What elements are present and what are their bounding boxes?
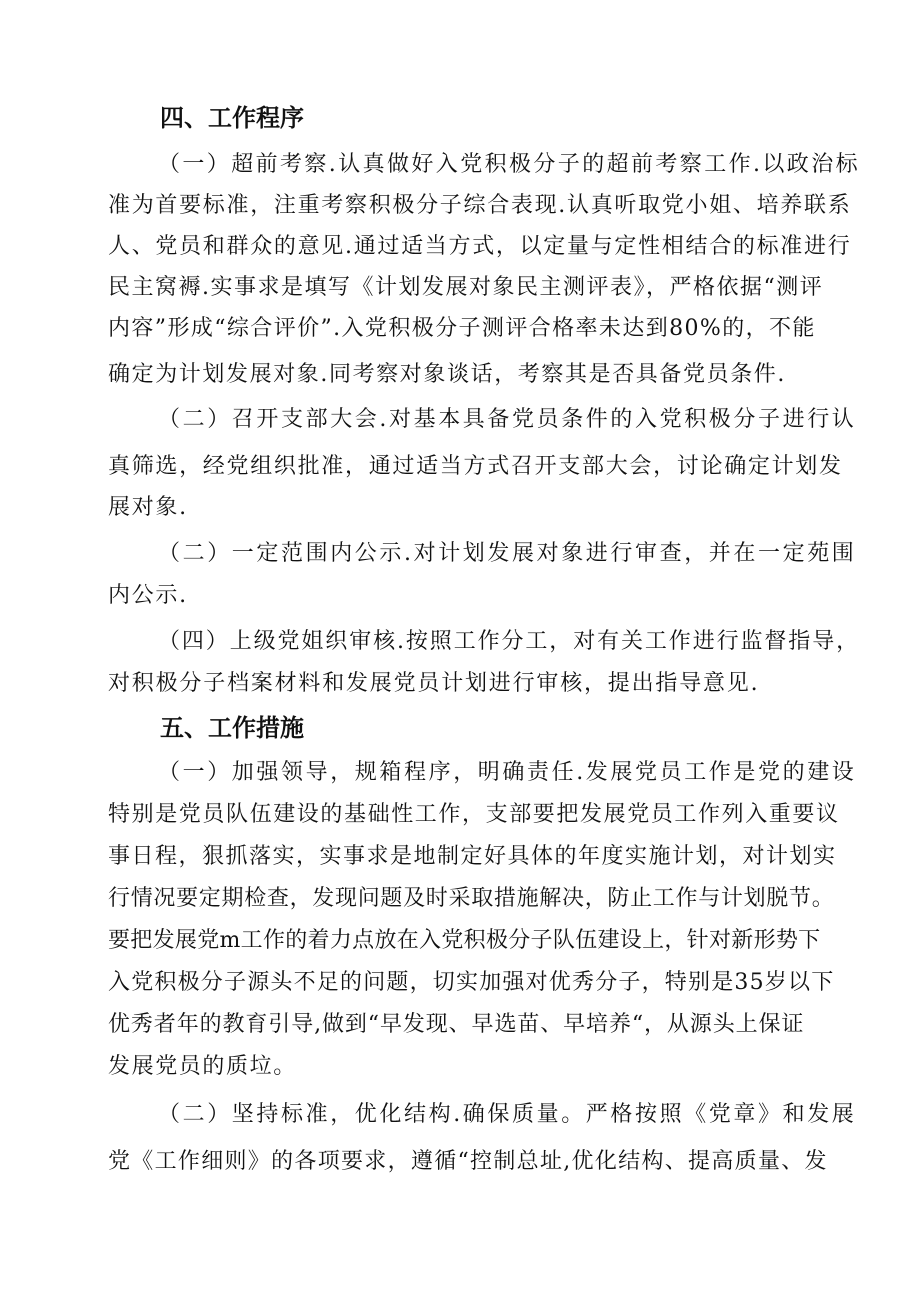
paragraph-line: 发展党员的质垃。 <box>108 1054 297 1079</box>
paragraph-line: 特别是党员队伍建设的基础性工作，支部要把发展党员工作列入重要议 <box>108 802 840 827</box>
paragraph-line: 人、党员和群众的意见.通过适当方式，以定量与定性相结合的标准进行 <box>108 234 852 259</box>
paragraph-line: 内公示. <box>108 583 188 608</box>
paragraph-line: （二）召开支部大会.对基本具备党员条件的入党积极分子进行认 <box>158 407 857 432</box>
paragraph-line: 党《工作细则》的各项要求，遵循“控制总址,优化结构、提高质量、发 <box>108 1149 828 1174</box>
paragraph-line: 事日程，狠抓落实，实事求是地制定好具体的年度实施计划，对计划实 <box>108 844 837 869</box>
paragraph-line: 民主窝褥.实事求是填写《计划发展对象民主测评表》，严格依据“测评 <box>108 275 824 300</box>
paragraph-line: （一）加强领导，规箱程序，明确责任.发展党员工作是党的建设 <box>158 760 857 785</box>
paragraph-line: 入党积极分子源头不足的问题，切实加强对优秀分子，特别是35岁以下 <box>108 970 835 995</box>
paragraph-line: 行情况要定期检查，发现问题及时采取措施解决，防止工作与计划脱节。 <box>108 886 835 911</box>
paragraph-line: 准为首要标准，注重考察积极分子综合表现.认真听取党小姐、培养联系 <box>108 193 852 218</box>
paragraph-line: （二）坚持标准，优化结构.确保质量。严格按照《党章》和发展 <box>158 1102 857 1127</box>
paragraph-line: 对积极分子档案材料和发展党员计划进行审核，提出指导意见. <box>108 671 760 696</box>
paragraph-line: 确定为计划发展对象.同考察对象谈话，考察其是否具备党员条件. <box>108 362 786 387</box>
section-heading-procedure: 四、工作程序 <box>160 104 304 132</box>
paragraph-line: 优秀者年的教育引导,做到“早发现、早选苗、早培养“，从源头上保证 <box>108 1012 805 1037</box>
paragraph-line: （二）一定范围内公示.对计划发展对象进行审查，并在一定苑围 <box>158 541 857 566</box>
paragraph-line: （一）超前考察.认真做好入党积极分子的超前考察工作.以政治标 <box>158 152 860 177</box>
paragraph-line: 内容”形成“综合评价”.入党积极分子测评合格率未达到80%的，不能 <box>108 316 816 341</box>
paragraph-line: 真筛选，经党组织批准，通过适当方式召开支部大会，讨论确定计划发 <box>108 454 843 479</box>
paragraph-line: 要把发展党m工作的着力点放在入党积极分子队伍建设上，针对新形势下 <box>108 928 821 953</box>
paragraph-line: 展对象. <box>108 495 188 520</box>
paragraph-line: （四）上级党姐织审核.按照工作分工，对有关工作进行监督指导， <box>158 629 860 654</box>
section-heading-measures: 五、工作措施 <box>160 714 304 742</box>
